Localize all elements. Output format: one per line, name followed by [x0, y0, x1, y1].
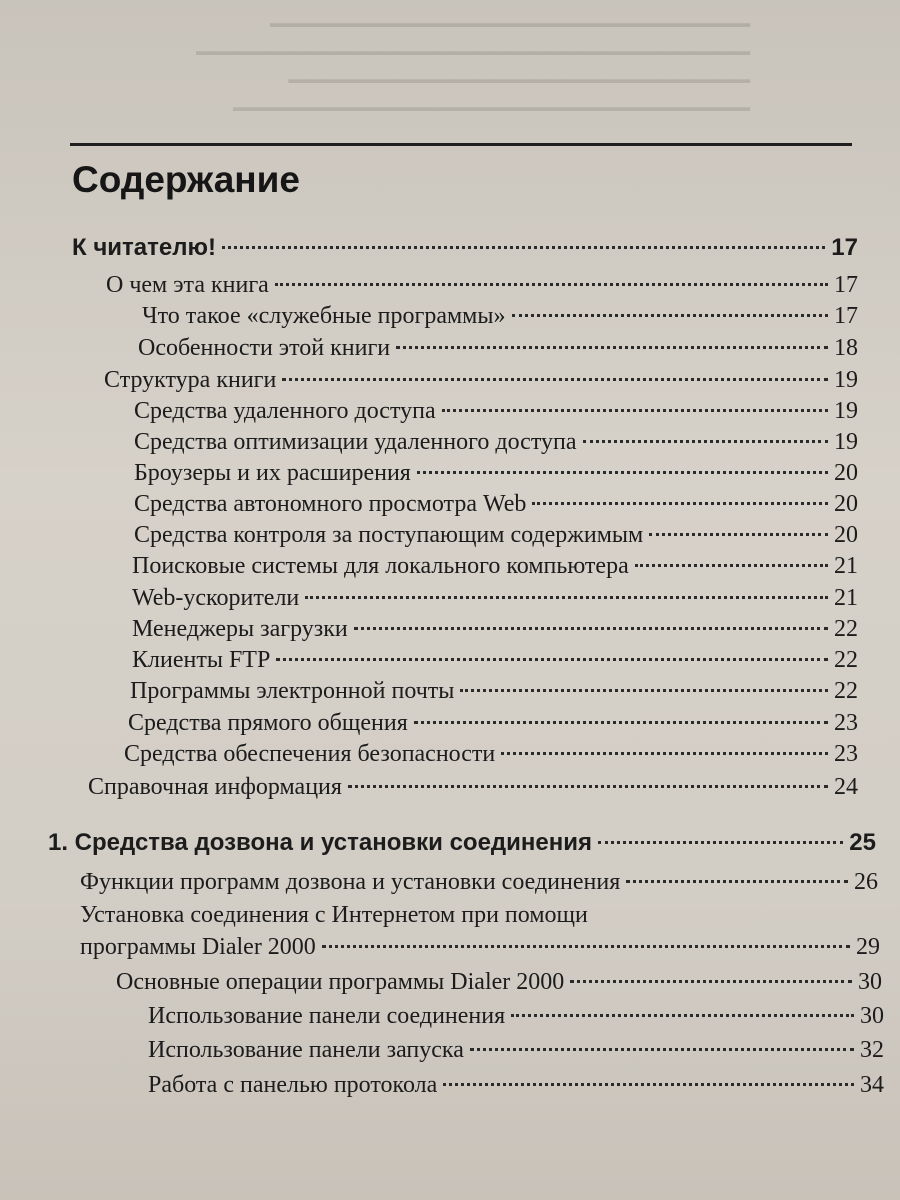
- toc-label: Менеджеры загрузки: [132, 616, 348, 642]
- toc-entry-connection-panel[interactable]: [148, 1001, 884, 1031]
- toc-label: Web-ускорители: [132, 585, 300, 611]
- toc-leader: [396, 346, 828, 349]
- toc-leader: [322, 945, 850, 948]
- toc-page: 34: [860, 1072, 884, 1098]
- toc-label: Справочная информация: [88, 774, 342, 800]
- toc-label: К читателю!: [72, 234, 216, 261]
- toc-entry-content-control[interactable]: [134, 520, 858, 550]
- toc-entry-protocol-panel[interactable]: [148, 1070, 884, 1100]
- toc-label: Средства обеспечения безопасности: [124, 741, 496, 767]
- toc-leader: [511, 1014, 854, 1017]
- toc-page: 19: [834, 429, 858, 455]
- page-title: Содержание: [72, 159, 300, 200]
- toc-page: 22: [834, 616, 858, 642]
- toc-entry-utilities[interactable]: [142, 301, 858, 331]
- toc-label: Использование панели запуска: [148, 1037, 464, 1063]
- toc-leader: [635, 564, 828, 567]
- toc-entry-remote-access[interactable]: [134, 396, 858, 426]
- toc-page: 20: [834, 491, 858, 517]
- toc-label: Поисковые системы для локального компьютера: [132, 553, 629, 579]
- toc-page: 17: [834, 303, 858, 329]
- toc-leader: [222, 246, 825, 249]
- toc-label: Работа с панелью протокола: [148, 1072, 438, 1098]
- toc-entry-chapter-1[interactable]: [48, 828, 876, 858]
- toc-page: 22: [834, 647, 858, 673]
- toc-entry-direct-chat[interactable]: [128, 708, 858, 738]
- toc-leader: [275, 283, 828, 286]
- toc-leader: [512, 314, 829, 317]
- toc-entry-download-managers[interactable]: [132, 614, 858, 644]
- toc-label: Функции программ дозвона и установки соединения: [80, 869, 621, 895]
- toc-entry-features[interactable]: [138, 333, 858, 363]
- toc-leader: [414, 721, 828, 724]
- toc-leader: [442, 409, 828, 412]
- toc-leader: [348, 785, 828, 788]
- toc-page: 26: [854, 869, 878, 895]
- toc-label: Что такое «служебные программы»: [142, 303, 506, 329]
- toc-page: 18: [834, 335, 858, 361]
- toc-leader: [460, 689, 828, 692]
- toc-entry-local-search[interactable]: [132, 551, 858, 581]
- toc-label: программы Dialer 2000: [80, 934, 316, 960]
- toc-label: Средства прямого общения: [128, 710, 408, 736]
- toc-leader: [470, 1048, 854, 1051]
- toc-leader: [649, 533, 828, 536]
- toc-leader: [282, 378, 828, 381]
- toc-label: Основные операции программы Dialer 2000: [116, 969, 565, 995]
- toc-entry-dialer-functions[interactable]: [80, 867, 878, 897]
- toc-leader: [532, 502, 828, 505]
- toc-leader: [570, 980, 852, 983]
- toc-page: 20: [834, 522, 858, 548]
- toc-leader: [583, 440, 829, 443]
- toc-label: Использование панели соединения: [148, 1003, 506, 1029]
- toc-leader: [501, 752, 828, 755]
- toc-page: 32: [860, 1037, 884, 1063]
- toc-label: Структура книги: [104, 367, 277, 393]
- toc-page: 19: [834, 367, 858, 393]
- toc-page: 19: [834, 398, 858, 424]
- toc-page: 29: [856, 934, 880, 960]
- toc-entry-dialer2000-line1: Установка соединения с Интернетом при помощи: [80, 902, 588, 928]
- toc-page: 30: [860, 1003, 884, 1029]
- toc-entry-ftp-clients[interactable]: [132, 645, 858, 675]
- toc-page: 30: [858, 969, 882, 995]
- toc-leader: [354, 627, 828, 630]
- toc-entry-dialer-operations[interactable]: [116, 967, 882, 997]
- toc-label: Броузеры и их расширения: [134, 460, 411, 486]
- toc-entry-about-book[interactable]: [106, 270, 858, 300]
- toc-label: Особенности этой книги: [138, 335, 391, 361]
- toc-label: Клиенты FTP: [132, 647, 271, 673]
- toc-page: 22: [834, 678, 858, 704]
- toc-label: Средства автономного просмотра Web: [134, 491, 527, 517]
- reverse-side-show-through: ▁▁▁▁▁▁▁▁▁▁▁▁▁▁▁▁▁▁▁▁▁▁▁▁▁▁ ▁▁▁▁▁▁▁▁▁▁▁▁▁▁▁▁▁▁▁▁▁▁▁▁▁▁▁▁▁▁ ▁▁▁▁▁▁▁▁▁▁▁▁▁▁▁▁▁▁▁▁▁▁▁▁▁ ▁▁▁▁▁▁▁▁▁▁▁▁▁▁▁▁▁▁▁▁▁▁▁▁▁▁▁▁: [196, 1, 750, 111]
- toc-entry-remote-optimization[interactable]: [134, 427, 858, 457]
- toc-entry-browsers[interactable]: [134, 458, 858, 488]
- toc-entry-reader[interactable]: [72, 233, 858, 263]
- toc-leader: [276, 658, 828, 661]
- toc-page: 24: [834, 774, 858, 800]
- toc-leader: [305, 596, 828, 599]
- toc-label: О чем эта книга: [106, 272, 269, 298]
- toc-entry-security[interactable]: [124, 739, 858, 769]
- toc-page: 23: [834, 710, 858, 736]
- toc-label: Средства удаленного доступа: [134, 398, 436, 424]
- toc-page: 23: [834, 741, 858, 767]
- toc-leader: [598, 841, 843, 844]
- toc-label: Программы электронной почты: [130, 678, 455, 704]
- toc-page: 17: [834, 272, 858, 298]
- toc-entry-structure[interactable]: [104, 365, 858, 395]
- toc-page: 17: [831, 234, 858, 261]
- toc-page: 25: [849, 829, 876, 856]
- toc-entry-email[interactable]: [130, 676, 858, 706]
- toc-label: Средства контроля за поступающим содержимым: [134, 522, 644, 548]
- toc-entry-web-accelerators[interactable]: [132, 583, 858, 613]
- toc-leader: [443, 1083, 854, 1086]
- toc-label: 1. Средства дозвона и установки соединения: [48, 829, 593, 856]
- toc-entry-launch-panel[interactable]: [148, 1035, 884, 1065]
- toc-entry-dialer2000[interactable]: [80, 932, 880, 962]
- toc-label: Средства оптимизации удаленного доступа: [134, 429, 577, 455]
- toc-page: 21: [834, 585, 858, 611]
- toc-entry-offline-web[interactable]: [134, 489, 858, 519]
- toc-leader: [626, 880, 848, 883]
- toc-page: 21: [834, 553, 858, 579]
- toc-leader: [417, 471, 828, 474]
- toc-page: 20: [834, 460, 858, 486]
- toc-entry-reference[interactable]: [88, 772, 858, 802]
